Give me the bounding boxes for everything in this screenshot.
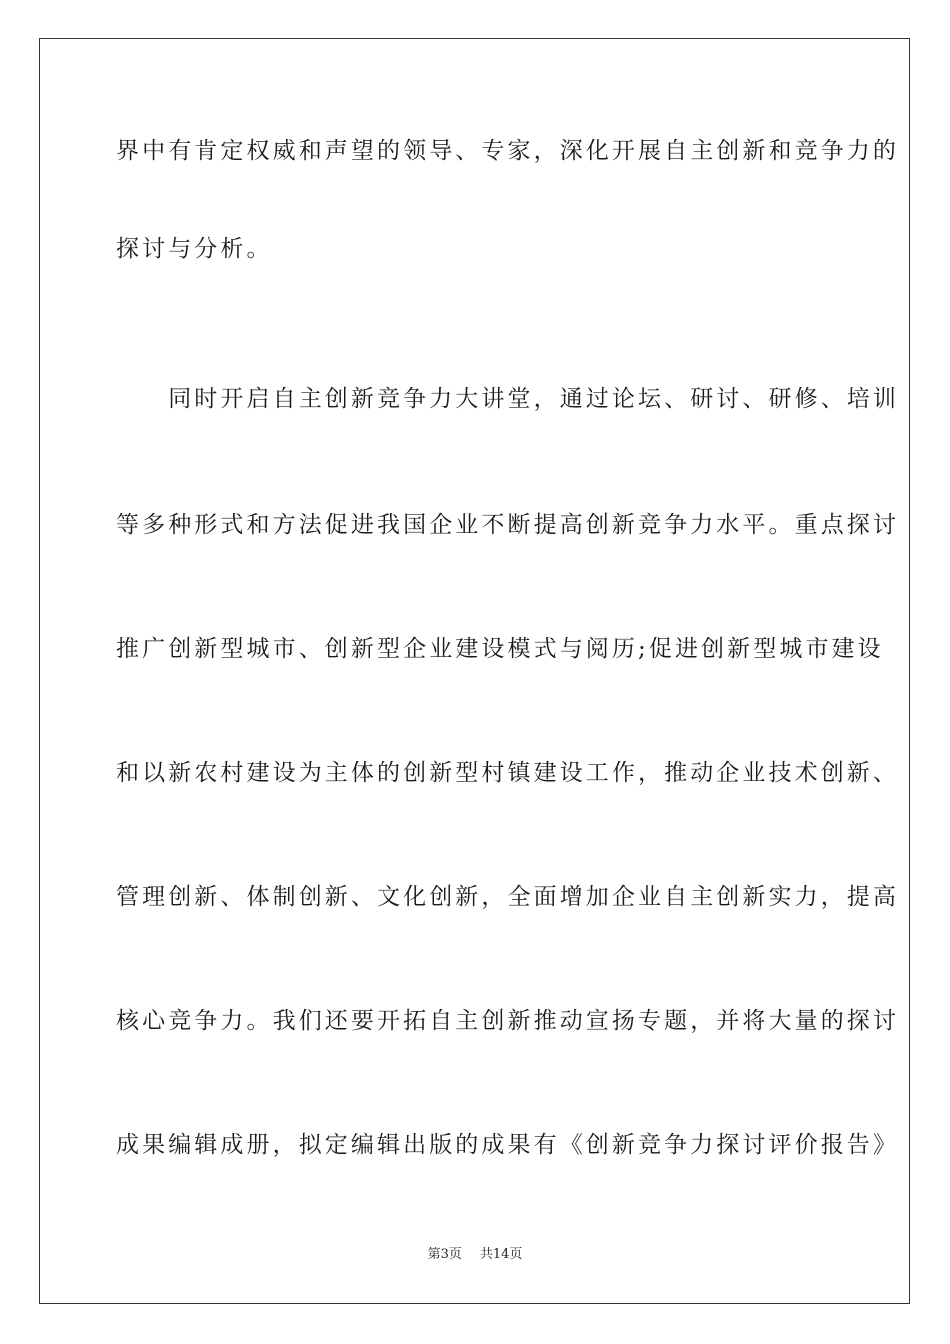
body-text-line: 界中有肯定权威和声望的领导、专家，深化开展自主创新和竞争力的	[116, 138, 899, 164]
body-text-line: 核心竞争力。我们还要开拓自主创新推动宣扬专题，并将大量的探讨	[116, 1008, 899, 1034]
page-footer	[0, 1246, 950, 1264]
body-text-line: 同时开启自主创新竞争力大讲堂，通过论坛、研讨、研修、培训	[116, 386, 899, 412]
body-text-line: 等多种形式和方法促进我国企业不断提高创新竞争力水平。重点探讨	[116, 512, 899, 538]
body-text-line: 探讨与分析。	[116, 236, 273, 262]
body-text-line: 和以新农村建设为主体的创新型村镇建设工作，推动企业技术创新、	[116, 760, 899, 786]
body-text-line: 管理创新、体制创新、文化创新，全面增加企业自主创新实力，提高	[116, 884, 899, 910]
page-border	[39, 38, 910, 1304]
body-text-line: 推广创新型城市、创新型企业建设模式与阅历;促进创新型城市建设	[116, 636, 884, 662]
page-number: 第3页	[427, 1247, 462, 1262]
total-pages: 共14页	[479, 1247, 523, 1262]
body-text-line: 成果编辑成册，拟定编辑出版的成果有《创新竞争力探讨评价报告》	[116, 1132, 899, 1158]
